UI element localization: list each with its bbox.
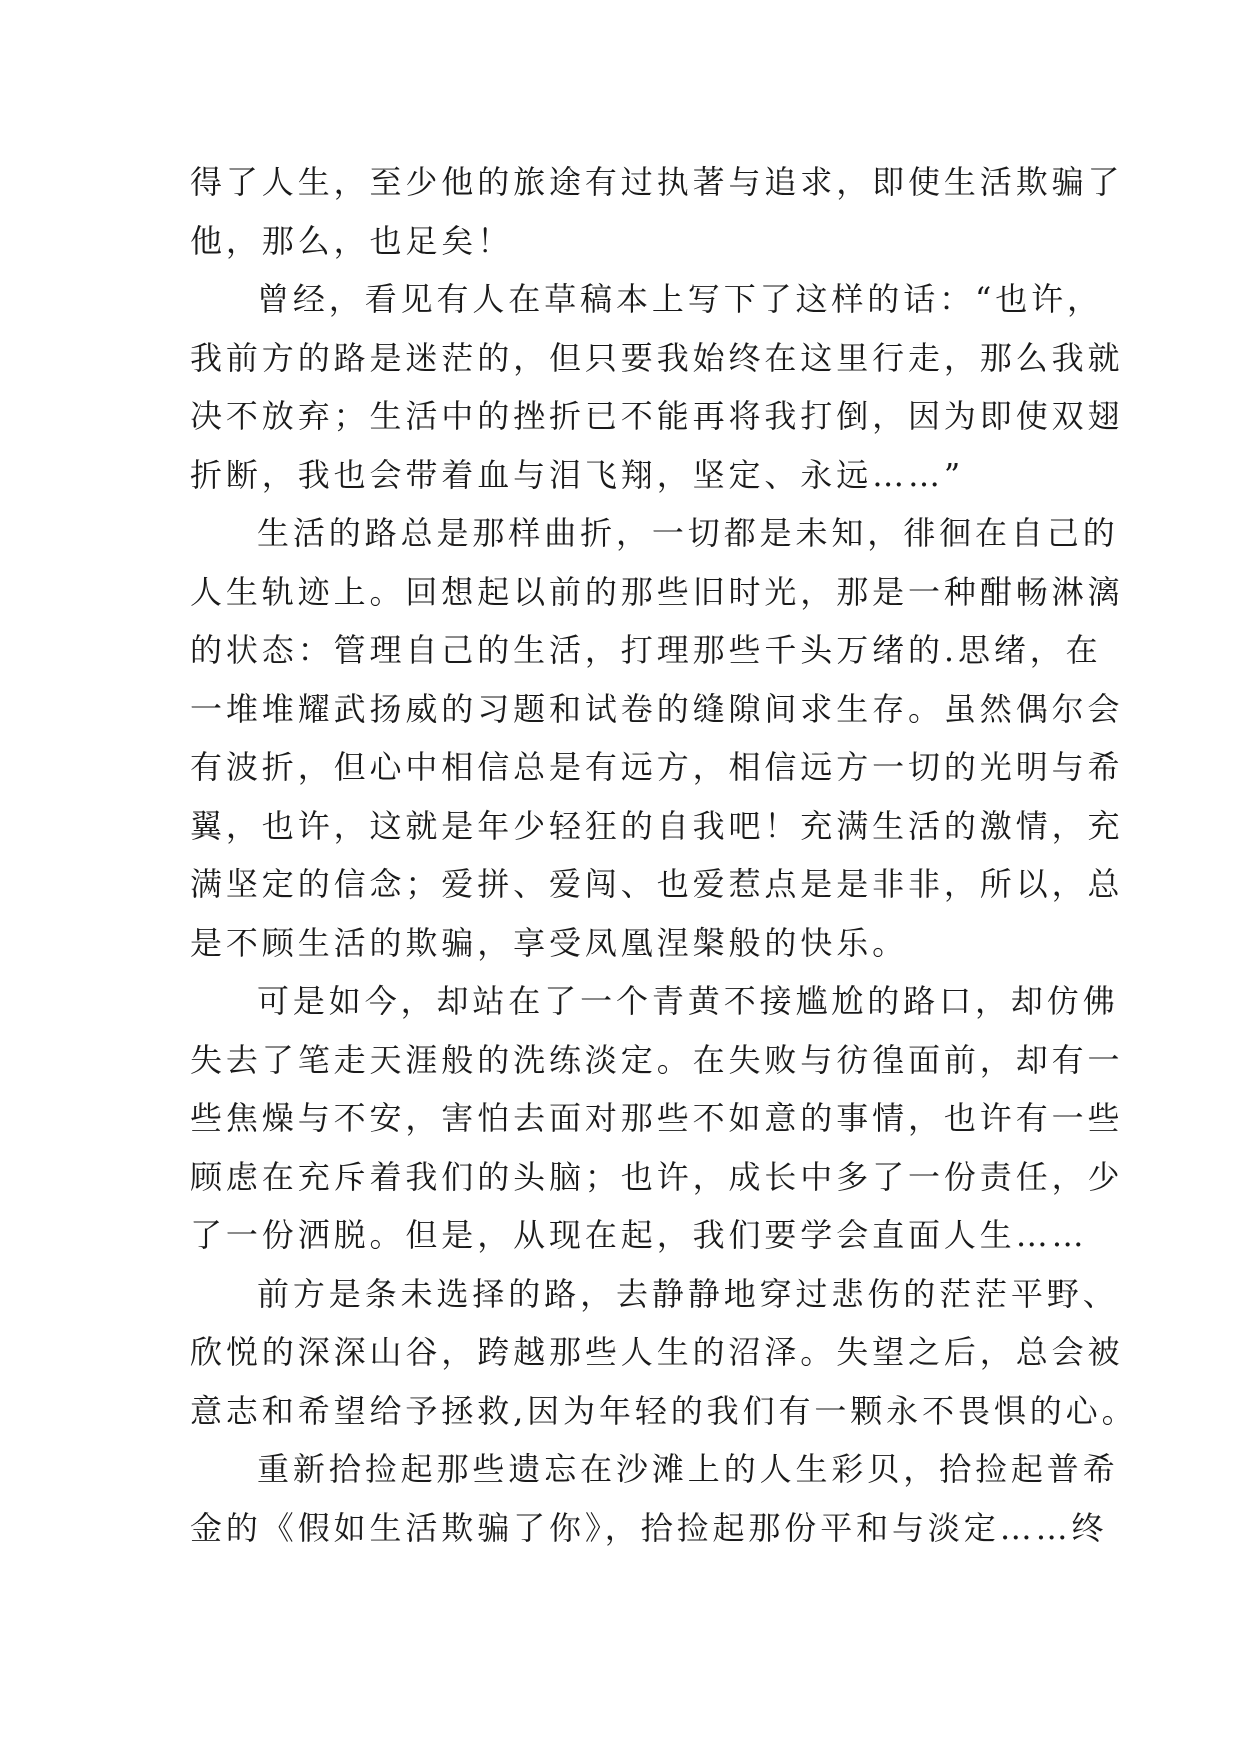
text-line: 金的《假如生活欺骗了你》，拾捡起那份平和与淡定……终 — [190, 1508, 1108, 1547]
text-line: 些焦燥与不安，害怕去面对那些不如意的事情，也许有一些 — [190, 1099, 1124, 1137]
text-line: 我前方的路是迷茫的，但只要我始终在这里行走，那么我就 — [190, 338, 1124, 377]
text-line: 人生轨迹上。回想起以前的那些旧时光，那是一种酣畅淋漓 — [190, 572, 1124, 611]
text-line: 曾经，看见有人在草稿本上写下了这样的话：“也许， — [257, 280, 1103, 318]
text-line: 顾虑在充斥着我们的头脑；也许，成长中多了一份责任，少 — [190, 1157, 1124, 1196]
text-line: 有波折，但心中相信总是有远方，相信远方一切的光明与希 — [190, 748, 1124, 786]
text-line: 前方是条未选择的路，去静静地穿过悲伤的茫茫平野、 — [257, 1274, 1119, 1313]
text-line: 意志和希望给予拯救,因为年轻的我们有一颗永不畏惧的心。 — [190, 1391, 1138, 1430]
text-line: 决不放弃；生活中的挫折已不能再将我打倒，因为即使双翅 — [190, 397, 1124, 435]
text-line: 他，那么，也足矣！ — [190, 221, 514, 260]
text-line: 欣悦的深深山谷，跨越那些人生的沼泽。失望之后，总会被 — [190, 1333, 1124, 1371]
text-line: 是不顾生活的欺骗，享受凤凰涅槃般的快乐。 — [190, 923, 909, 962]
text-line: 生活的路总是那样曲折，一切都是未知，徘徊在自己的 — [257, 514, 1119, 552]
text-line: 失去了笔走天涯般的洗练淡定。在失败与彷徨面前，却有一 — [190, 1040, 1124, 1079]
text-line: 满坚定的信念；爱拼、爱闯、也爱惹点是是非非，所以，总 — [190, 865, 1124, 903]
text-line: 重新拾捡起那些遗忘在沙滩上的人生彩贝，拾捡起普希 — [257, 1450, 1119, 1488]
text-line: 一堆堆耀武扬威的习题和试卷的缝隙间求生存。虽然偶尔会 — [190, 689, 1124, 728]
text-line: 翼，也许，这就是年少轻狂的自我吧！充满生活的激情，充 — [190, 806, 1124, 845]
text-line: 的状态：管理自己的生活，打理那些千头万绪的.思绪，在 — [190, 631, 1102, 669]
text-line: 了一份洒脱。但是，从现在起，我们要学会直面人生…… — [190, 1216, 1088, 1254]
text-line: 可是如今，却站在了一个青黄不接尴尬的路口，却仿佛 — [257, 982, 1119, 1020]
text-line: 得了人生，至少他的旅途有过执著与追求，即使生活欺骗了 — [190, 163, 1124, 201]
body-text — [190, 153, 1138, 1557]
text-line: 折断，我也会带着血与泪飞翔，坚定、永远……” — [190, 455, 965, 494]
